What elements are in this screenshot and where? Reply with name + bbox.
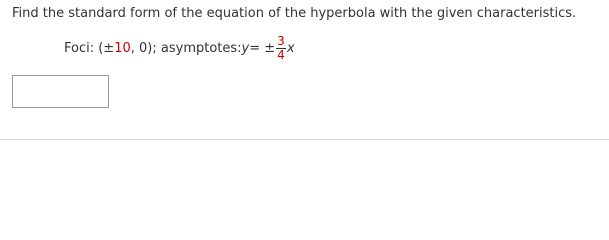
variable-y: y bbox=[241, 40, 250, 56]
question-prompt: Find the standard form of the equation of the hyperbola with the given characteristics. bbox=[12, 6, 577, 21]
given-characteristics bbox=[64, 33, 295, 63]
foci-label: Foci: (± bbox=[64, 40, 115, 56]
answer-input[interactable] bbox=[12, 75, 109, 108]
bottom-divider bbox=[0, 139, 609, 140]
foci-rest: , 0); asymptotes: bbox=[130, 40, 242, 56]
slope-numerator: 3 bbox=[277, 33, 285, 48]
foci-value: 10 bbox=[114, 40, 131, 56]
slope-fraction bbox=[276, 33, 286, 62]
slope-denominator: 4 bbox=[277, 47, 285, 62]
equals-plus-minus: = ± bbox=[249, 40, 276, 56]
variable-x: x bbox=[286, 40, 295, 56]
